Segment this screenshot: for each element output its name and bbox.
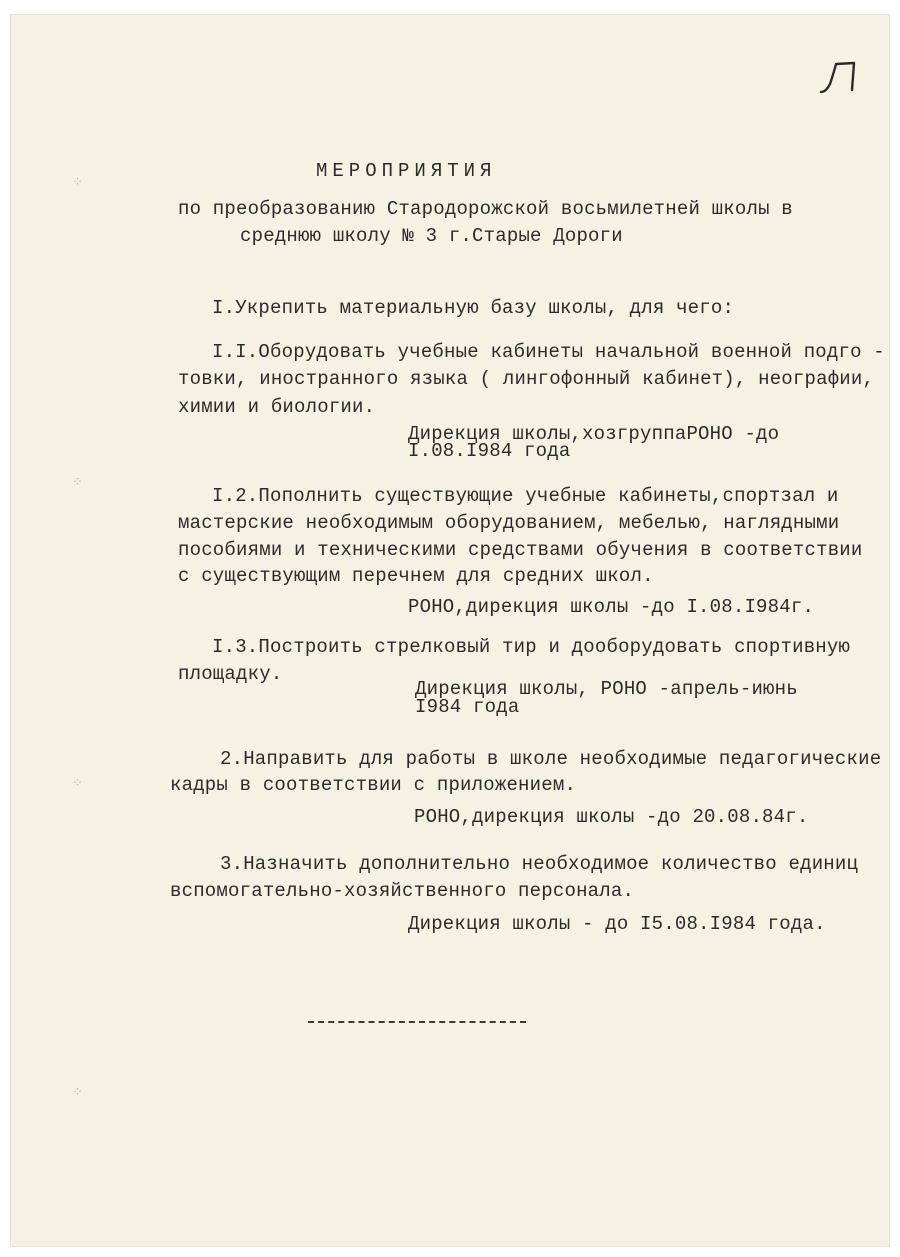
- subtitle-line: по преобразованию Стародорожской восьмилетней школы в: [178, 198, 793, 220]
- section-1-3-line: I.3.Построить стрелковый тир и дооборудовать спортивную: [212, 636, 851, 658]
- section-3-line: вспомогательно-хозяйственного персонала.: [170, 880, 635, 902]
- binding-hole-mark: ⁘: [72, 475, 83, 490]
- section-1-2-line: с существующим перечнем для средних школ.: [178, 565, 654, 587]
- section-1-2-responsible: РОНО,дирекция школы -до I.08.I984г.: [408, 596, 815, 618]
- section-2-line: 2.Направить для работы в школе необходимые педагогические: [220, 748, 882, 770]
- section-1-3-line: площадку.: [178, 663, 283, 685]
- section-2-responsible: РОНО,дирекция школы -до 20.08.84г.: [414, 806, 809, 828]
- section-1-1-line: I.I.Оборудовать учебные кабинеты начальной военной подго -: [212, 341, 885, 363]
- binding-hole-mark: ⁘: [72, 175, 83, 190]
- section-1-1-line: товки, иностранного языка ( лингофонный кабинет), неографии,: [178, 368, 875, 390]
- section-1-2-line: пособиями и техническими средствами обучения в соответствии: [178, 539, 863, 561]
- document-title: МЕРОПРИЯТИЯ: [316, 160, 497, 182]
- section-1-1-line: химии и биологии.: [178, 396, 376, 418]
- binding-hole-mark: ⁘: [72, 776, 83, 791]
- section-2-line: кадры в соответствии с приложением.: [170, 774, 577, 796]
- section-1-1-responsible: I.08.I984 года: [408, 440, 571, 462]
- binding-hole-mark: ⁘: [72, 1085, 83, 1100]
- section-1-1-responsible: Дирекция школы,хозгруппаРОНО -до: [408, 423, 780, 445]
- section-3-line: 3.Назначить дополнительно необходимое количество единиц: [220, 853, 859, 875]
- subtitle-line: среднюю школу № 3 г.Старые Дороги: [240, 225, 623, 247]
- section-1-heading: I.Укрепить материальную базу школы, для чего:: [212, 297, 735, 319]
- document-page: [10, 14, 890, 1247]
- section-1-3-responsible: Дирекция школы, РОНО -апрель-июнь: [415, 678, 798, 700]
- section-3-responsible: Дирекция школы - до I5.08.I984 года.: [408, 913, 826, 935]
- closing-dashed-rule: [308, 1021, 526, 1023]
- section-1-2-line: I.2.Пополнить существующие учебные кабинеты,спортзал и: [212, 485, 839, 507]
- handwritten-page-mark: [818, 58, 862, 98]
- section-1-2-line: мастерские необходимым оборудованием, мебелью, наглядными: [178, 512, 840, 534]
- section-1-3-responsible: I984 года: [415, 696, 520, 718]
